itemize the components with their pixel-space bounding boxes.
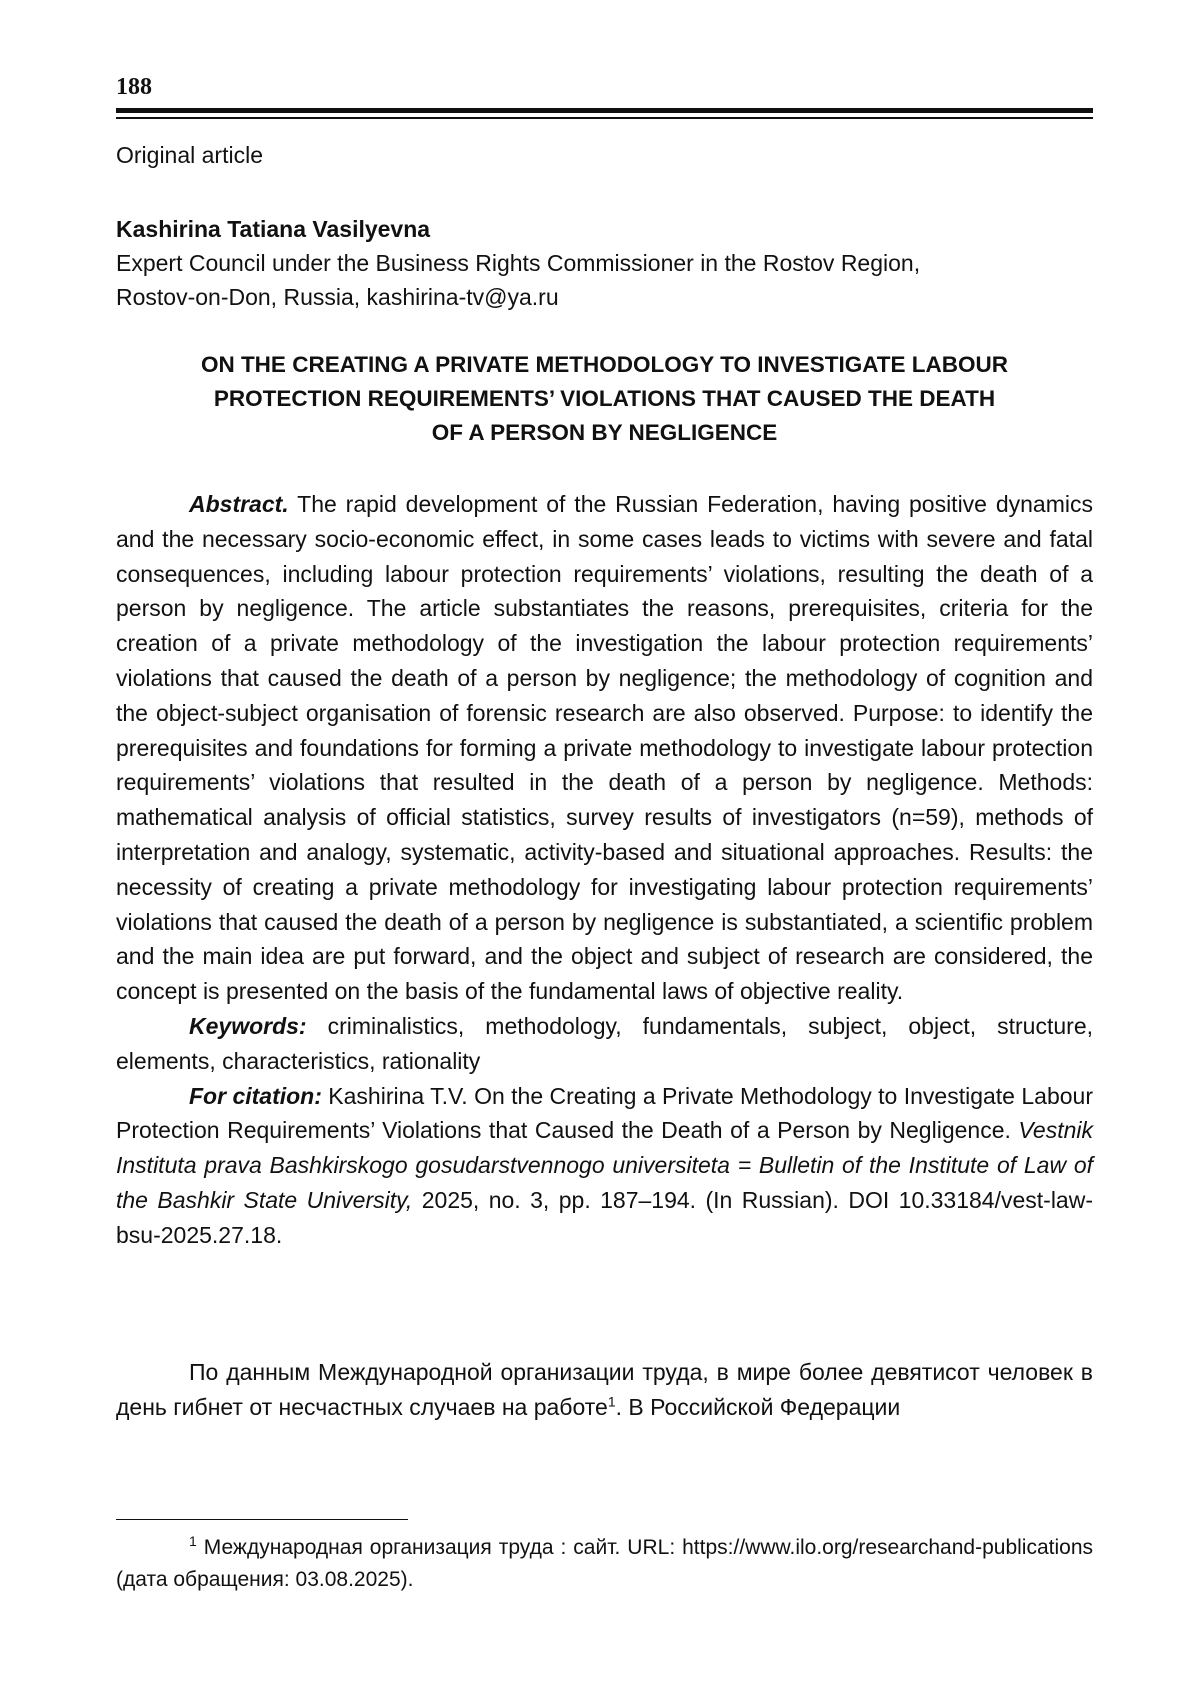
main-text bbox=[116, 1355, 1093, 1425]
author-affiliation-line2: Rostov-on-Don, Russia, kashirina-tv@ya.ru bbox=[116, 284, 559, 310]
abstract-section bbox=[116, 487, 1093, 1253]
article-title bbox=[116, 348, 1093, 450]
keywords-label: Keywords: bbox=[189, 1012, 307, 1039]
citation-details: 2025, no. 3, pp. 187–194. (In Russian). DOI 10.33184/vest-law-bsu-2025.27.18. bbox=[116, 1186, 1093, 1248]
article-type: Original article bbox=[116, 142, 263, 168]
keywords-text: criminalistics, methodology, fundamentals, subject, object, structure, elements, characteristics, rationality bbox=[116, 1012, 1093, 1074]
title-line-1: ON THE CREATING A PRIVATE METHODOLOGY TO INVESTIGATE LABOUR bbox=[200, 352, 1009, 377]
body-paragraph bbox=[116, 1355, 1093, 1425]
article-page bbox=[116, 0, 1093, 1697]
footnote-divider bbox=[116, 1519, 408, 1520]
abstract-text: The rapid development of the Russian Federation, having positive dynamics and the necessary socio-economic effect, in some cases leads to victims with severe and fatal consequences, including labour protection requirements’ violations, resulting the death of a person by negligence. The article substantiates the reasons, prerequisites, criteria for the creation of a private methodology of the investigation the labour protection requirements’ violations that caused the death of a person by negligence; the methodology of cognition and the object-subject organisation of forensic research are also observed. Purpose: to identify the prerequisites and foundations for forming a private methodology to investigate labour protection requirements’ violations that resulted in the death of a person by negligence. Methods: mathematical analysis of official statistics, survey results of investigators (n=59), methods of interpretation and analogy, systematic, activity-based and situational approaches. Results: the necessity of creating a private methodology for investigating labour protection requirements’ violations that caused the death of a person by negligence is substantiated, a scientific problem and the main idea are put forward, and the object and subject of research are considered, the concept is presented on the basis of the fundamental laws of objective reality. bbox=[116, 491, 1093, 1005]
author-name: Kashirina Tatiana Vasilyevna bbox=[116, 216, 431, 242]
author-affiliation-line1: Expert Council under the Business Rights Commissioner in the Rostov Region, bbox=[116, 250, 921, 276]
header-rule-thin bbox=[116, 117, 1093, 119]
footnote-text: Международная организация труда : сайт. URL: https://www.ilo.org/researchand-publications (дата обращения: 03.08.2025). bbox=[116, 1536, 1093, 1591]
page-number: 188 bbox=[116, 74, 152, 100]
footnote-paragraph bbox=[116, 1532, 1093, 1596]
citation-paragraph bbox=[116, 1079, 1093, 1253]
body-text-end: . В Российской Федерации bbox=[615, 1393, 901, 1420]
keywords-paragraph bbox=[116, 1009, 1093, 1079]
body-text-start: По данным Международной организации труда, в мире более девятисот человек в день гибнет от несчастных случаев на работе bbox=[116, 1359, 1093, 1420]
footnote bbox=[116, 1532, 1093, 1596]
footnote-number: 1 bbox=[189, 1533, 197, 1549]
title-line-3: OF A PERSON BY NEGLIGENCE bbox=[431, 420, 778, 445]
abstract-label: Abstract. bbox=[189, 491, 289, 517]
author-block bbox=[116, 212, 920, 314]
footnote-reference[interactable]: 1 bbox=[607, 1393, 616, 1410]
abstract-paragraph bbox=[116, 487, 1093, 1009]
citation-journal: Vestnik Instituta prava Bashkirskogo gosudarstvennogo universiteta = Bulletin of the Institute of Law of the Bashkir State University, bbox=[116, 1117, 1093, 1213]
citation-text: Kashirina T.V. On the Creating a Private Methodology to Investigate Labour Protection Requirements’ Violations that Caused the Death of a Person by Negligence. bbox=[116, 1082, 1093, 1144]
citation-label: For citation: bbox=[189, 1082, 322, 1109]
title-line-2: PROTECTION REQUIREMENTS’ VIOLATIONS THAT CAUSED THE DEATH bbox=[213, 386, 996, 411]
header-rule-thick bbox=[116, 108, 1093, 113]
